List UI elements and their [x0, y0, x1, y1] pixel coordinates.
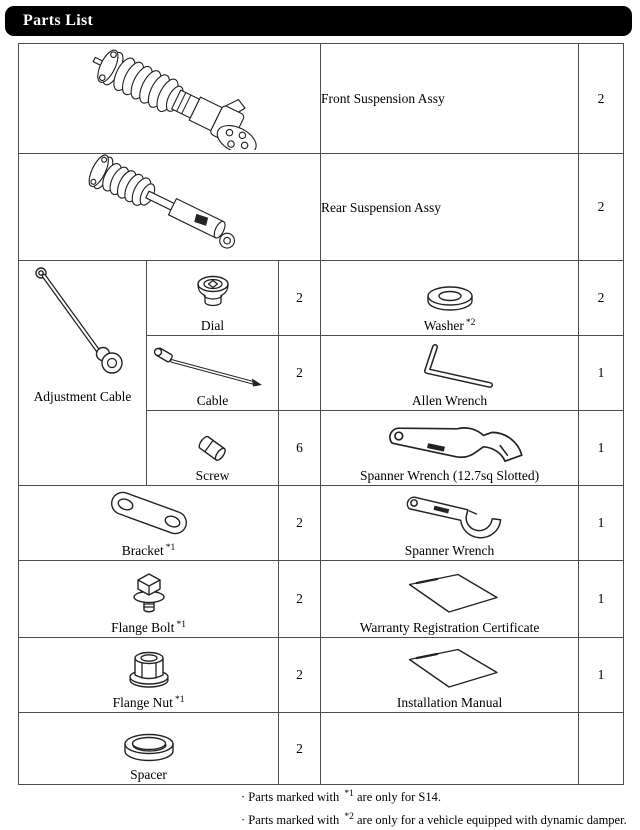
washer-label: Washer $^{*2}$ — [423, 318, 476, 333]
footnote-1: · Parts marked with $^{*1}$ are only for S14. — [241, 789, 442, 804]
spacer-cell — [19, 713, 279, 785]
footnote-2: · Parts marked with $^{*2}$ are only for a vehicle equipped with dynamic damper. — [241, 812, 627, 827]
spanner-slotted-qty: 1 — [579, 411, 624, 486]
dial-qty: 2 — [279, 261, 321, 336]
front-suspension-qty: 2 — [579, 44, 624, 154]
adjustment-cable-cell — [19, 261, 147, 486]
washer-image — [424, 282, 476, 312]
rear-suspension-label: Rear Suspension Assy — [321, 199, 442, 215]
bracket-sup: *1 — [165, 543, 176, 553]
spanner-wrench-qty: 1 — [579, 486, 624, 561]
flange-nut-sup: *1 — [174, 695, 185, 705]
spacer-qty: 2 — [279, 713, 321, 785]
flange-bolt-image — [127, 572, 171, 614]
screw-label: Screw — [195, 468, 230, 483]
dial-label: Dial — [200, 318, 225, 333]
dial-cell — [147, 261, 279, 336]
adjustment-cable-image — [24, 261, 142, 379]
flange-bolt-label: Flange Bolt $^{*1}$ — [111, 620, 186, 635]
rear-suspension-image-cell — [19, 154, 321, 261]
washer-cell — [321, 261, 579, 336]
flange-nut-label: Flange Nut $^{*1}$ — [112, 695, 185, 710]
warranty-label: Warranty Registration Certificate — [359, 620, 540, 635]
empty-qty-cell — [579, 713, 624, 785]
spanner-wrench-slotted-image — [377, 422, 523, 464]
spanner-slotted-label: Spanner Wrench (12.7sq Slotted) — [359, 468, 540, 483]
flange-nut-image — [125, 645, 173, 689]
empty-cell — [321, 713, 579, 785]
installation-manual-image — [398, 647, 502, 691]
flange-bolt-sup: *1 — [176, 620, 186, 630]
flange-bolt-cell — [19, 561, 279, 638]
front-suspension-image-cell — [19, 44, 321, 154]
washer-qty: 2 — [579, 261, 624, 336]
flange-nut-qty: 2 — [279, 638, 321, 713]
warranty-certificate-image — [398, 572, 502, 616]
allen-wrench-image — [405, 343, 495, 389]
flange-bolt-qty: 2 — [279, 561, 321, 638]
cable-label: Cable — [196, 393, 229, 408]
manual-qty: 1 — [579, 638, 624, 713]
spacer-image — [121, 731, 177, 763]
front-suspension-image — [21, 44, 319, 150]
spanner-wrench-label: Spanner Wrench — [404, 543, 495, 558]
rear-suspension-image — [21, 154, 319, 257]
cable-cell — [147, 336, 279, 411]
dial-image — [191, 274, 235, 314]
screw-image — [198, 434, 228, 464]
manual-label: Installation Manual — [396, 695, 503, 710]
front-suspension-label: Front Suspension Assy — [321, 91, 445, 106]
screw-cell — [147, 411, 279, 486]
spanner-slotted-cell — [321, 411, 579, 486]
warranty-qty: 1 — [579, 561, 624, 638]
footnote-1-sup: *1 — [344, 789, 354, 799]
footnotes — [241, 784, 627, 830]
manual-cell — [321, 638, 579, 713]
washer-sup: *2 — [465, 318, 476, 328]
spacer-label: Spacer — [130, 767, 167, 782]
rear-suspension-qty: 2 — [579, 154, 624, 261]
adjustment-cable-label: Adjustment Cable — [33, 389, 132, 404]
cable-qty: 2 — [279, 336, 321, 411]
allen-wrench-cell — [321, 336, 579, 411]
spanner-wrench-cell — [321, 486, 579, 561]
spanner-wrench-image — [387, 493, 512, 539]
bracket-qty: 2 — [279, 486, 321, 561]
parts-table — [18, 43, 624, 785]
bracket-image — [99, 489, 199, 537]
allen-wrench-label: Allen Wrench — [411, 393, 488, 408]
bracket-label: Bracket $^{*1}$ — [121, 543, 176, 558]
header-bar — [5, 6, 632, 36]
allen-wrench-qty: 1 — [579, 336, 624, 411]
warranty-cell — [321, 561, 579, 638]
footnote-2-sup: *2 — [344, 812, 354, 822]
screw-qty: 6 — [279, 411, 321, 486]
cable-image — [150, 345, 276, 389]
flange-nut-cell — [19, 638, 279, 713]
page-title: Parts List — [23, 12, 94, 29]
rear-suspension-label-cell — [321, 154, 579, 261]
bracket-cell — [19, 486, 279, 561]
front-suspension-label-cell — [321, 44, 579, 154]
